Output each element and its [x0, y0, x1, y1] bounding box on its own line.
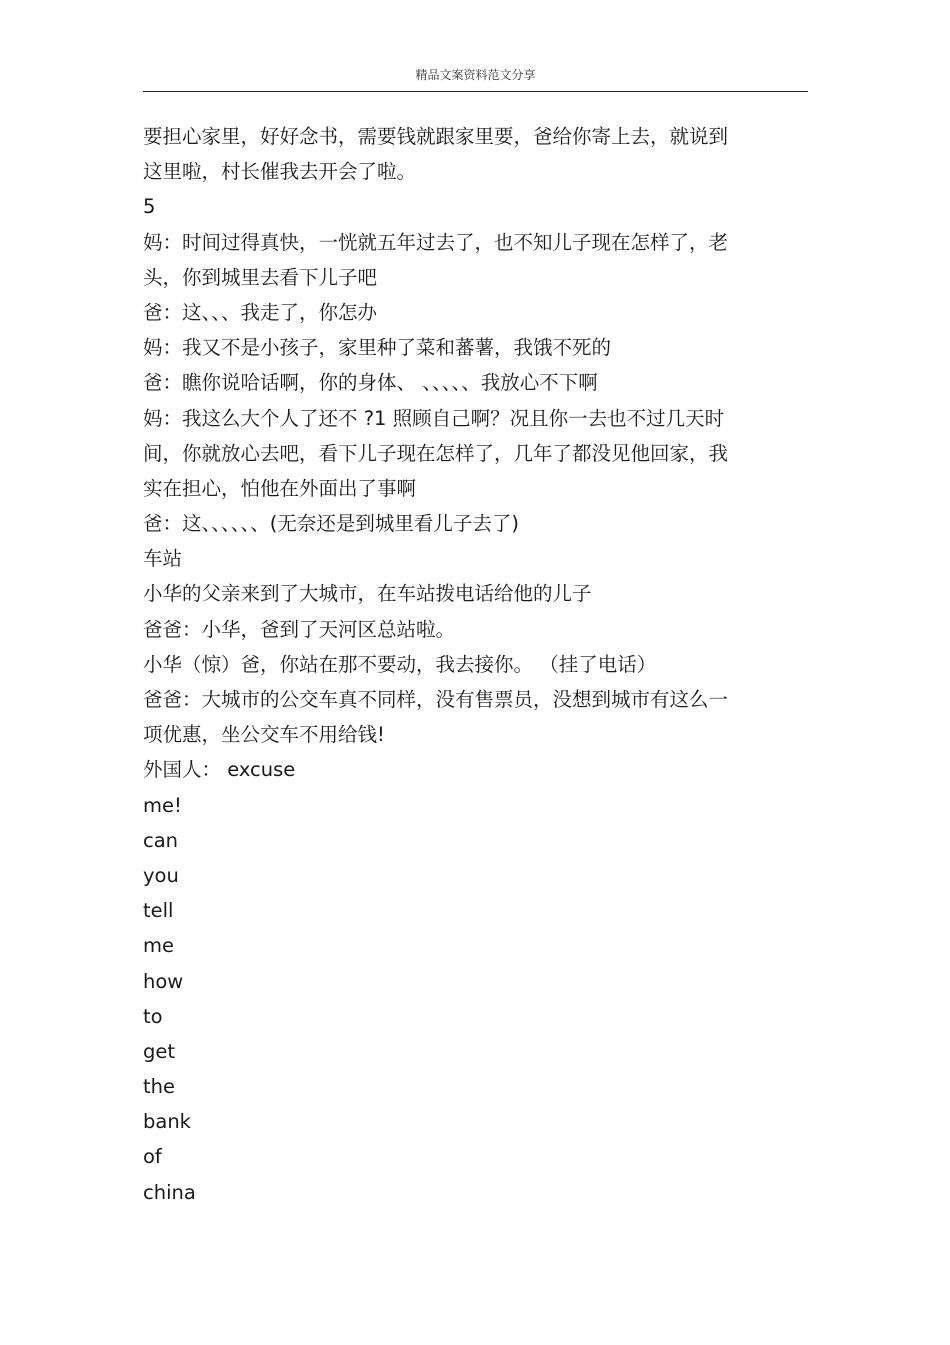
text-line: the	[143, 1075, 176, 1099]
text-line: 车站	[143, 547, 183, 571]
text-line: 爸爸：小华，爸到了天河区总站啦。	[143, 617, 456, 641]
header-divider	[143, 91, 808, 92]
text-line: 实在担心，怕他在外面出了事啊	[143, 476, 417, 500]
text-line: tell	[143, 899, 174, 923]
text-line: you	[143, 863, 179, 887]
text-line: 妈：我又不是小孩子，家里种了菜和蕃薯，我饿不死的	[143, 336, 612, 360]
text-line: 爸：瞧你说哈话啊，你的身体、 、、、、、我放心不下啊	[143, 371, 598, 395]
text-line: 这里啦，村长催我去开会了啦。	[143, 160, 417, 184]
text-line: 妈：我这么大个人了还不 ?1 照顾自己啊？况且你一去也不过几天时	[143, 406, 725, 430]
text-line: 爸爸：大城市的公交车真不同样，没有售票员，没想到城市有这么一	[143, 688, 729, 711]
text-line: bank	[143, 1110, 191, 1134]
text-line: 爸：这、、、我走了，你怎办	[143, 300, 378, 324]
text-line: 小华的父亲来到了大城市，在车站拨电话给他的儿子	[143, 582, 592, 606]
document-body	[143, 119, 778, 1210]
text-line: me!	[143, 793, 182, 817]
text-line: 外国人： excuse	[143, 758, 296, 782]
text-line: how	[143, 969, 184, 993]
text-line: 妈：时间过得真快，一恍就五年过去了，也不知儿子现在怎样了，老	[143, 230, 729, 254]
text-line: 要担心家里，好好念书，需要钱就跟家里要，爸给你寄上去，就说到	[143, 125, 729, 148]
page-header: 精品文案资料范文分享	[415, 68, 536, 82]
text-line: to	[143, 1004, 163, 1028]
text-line: of	[143, 1145, 162, 1169]
text-line: 小华（惊）爸，你站在那不要动，我去接你。 （挂了电话）	[143, 652, 657, 676]
text-line: get	[143, 1039, 176, 1063]
text-line: china	[143, 1180, 196, 1204]
text-line: can	[143, 828, 179, 852]
text-line: me	[143, 934, 174, 958]
text-line: 爸：这、、、、、、(无奈还是到城里看儿子去了)	[143, 512, 519, 536]
text-line: 间，你就放心去吧，看下儿子现在怎样了，几年了都没见他回家，我	[143, 441, 729, 465]
text-line: 头，你到城里去看下儿子吧	[143, 265, 378, 289]
text-line: 5	[143, 195, 156, 219]
text-line: 项优惠，坐公交车不用给钱!	[143, 723, 385, 747]
